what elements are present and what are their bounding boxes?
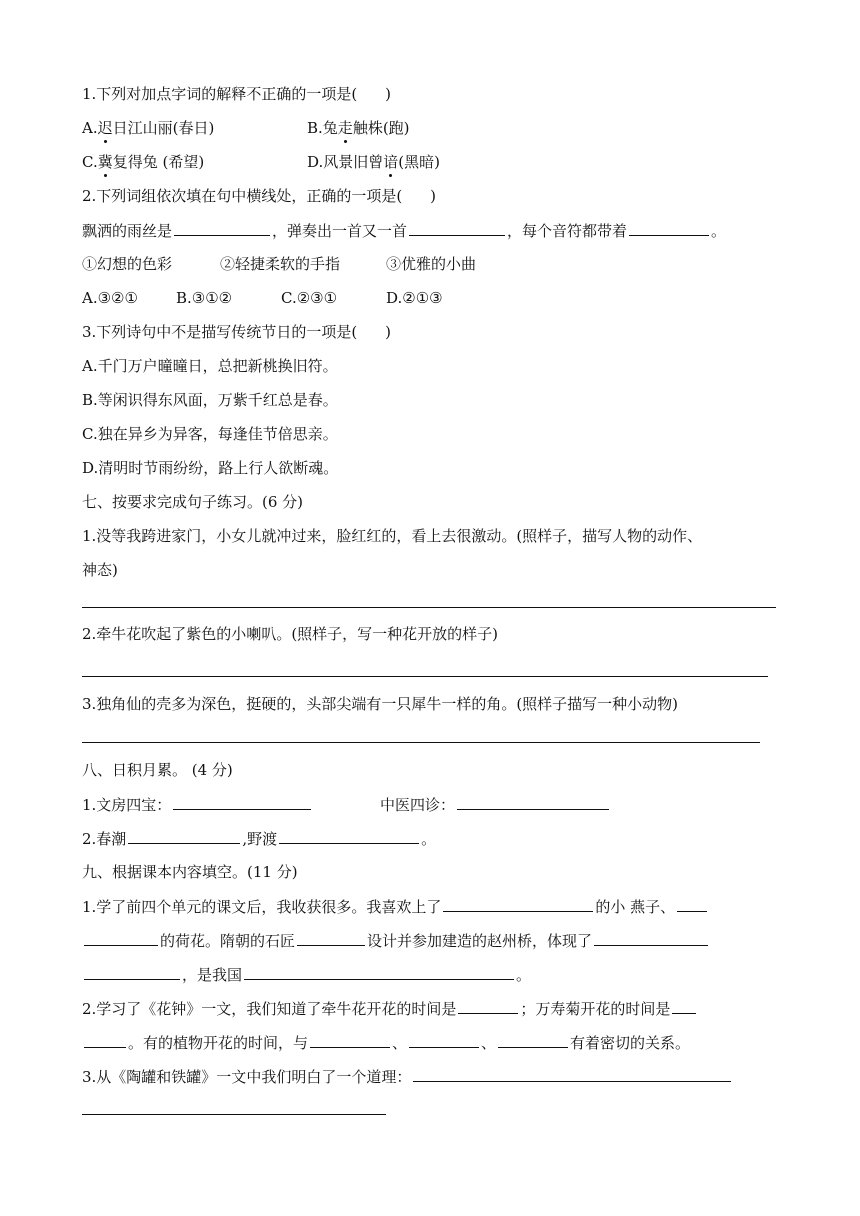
q8-1b: 中医四诊： xyxy=(380,794,611,815)
emphasis-dot-char: 走 xyxy=(337,119,353,137)
q6-1-stem: 1.下列对加点字词的解释不正确的一项是( ) xyxy=(82,85,392,103)
answer-line[interactable] xyxy=(82,607,776,608)
q6-1-option-c: C.冀复得兔 (希望) xyxy=(82,153,205,171)
answer-blank[interactable] xyxy=(458,998,518,1014)
q7-2: 2.牵牛花吹起了紫色的小喇叭。(照样子，写一种花开放的样子) xyxy=(82,625,499,643)
q9-2-line1: 2.学习了《花钟》一文，我们知道了牵牛花开花的时间是 ；万寿菊开花的时间是 xyxy=(82,998,698,1019)
q8-2: 2.春潮 ,野渡 。 xyxy=(82,830,437,848)
q6-3-option-b: B.等闲识得东风面，万紫千红总是春。 xyxy=(82,391,338,409)
answer-blank[interactable] xyxy=(310,1032,390,1048)
q6-2-option-b: B.③①② xyxy=(176,289,233,307)
answer-blank[interactable] xyxy=(413,1066,731,1082)
q9-3: 3.从《陶罐和铁罐》一文中我们明白了一个道理： xyxy=(82,1066,733,1087)
answer-blank[interactable] xyxy=(244,964,514,980)
q6-3-option-c: C.独在异乡为异客，每逢佳节倍思亲。 xyxy=(82,425,338,443)
q9-1-line1: 1.学了前四个单元的课文后，我收获很多。我喜欢上了 的小 燕子、 xyxy=(82,896,709,917)
q7-3: 3.独角仙的壳多为深色，挺硬的，头部尖端有一只犀牛一样的角。(照样子描写一种小动物) xyxy=(82,695,679,713)
answer-line[interactable] xyxy=(82,742,760,743)
emphasis-dot-char: 谙 xyxy=(383,153,399,171)
q6-3-stem: 3.下列诗句中不是描写传统节日的一项是( ) xyxy=(82,323,392,341)
q9-1-line2: 的荷花。隋朝的石匠 设计并参加建造的赵州桥，体现了 xyxy=(82,930,710,951)
q9-2-line2: 。有的植物开花的时间，与 、 、 有着密切的关系。 xyxy=(82,1032,690,1053)
q9-1-line3: ，是我国 。 xyxy=(82,964,531,985)
q6-2-sentence: 飘洒的雨丝是 ，弹奏出一首又一首 ，每个音符都带着 。 xyxy=(82,222,727,240)
answer-blank[interactable] xyxy=(84,930,158,946)
q7-1-line1: 1.没等我跨进家门，小女儿就冲过来，脸红红的，看上去很激动。(照样子，描写人物的动作、 xyxy=(82,527,703,545)
answer-blank[interactable] xyxy=(279,828,419,844)
q6-2-phrase-3: ③优雅的小曲 xyxy=(386,255,477,273)
emphasis-dot-char: 冀 xyxy=(97,153,113,171)
section-7-title: 七、按要求完成句子练习。(6 分) xyxy=(82,493,304,511)
q6-2-phrase-1: ①幻想的色彩 xyxy=(82,255,173,273)
answer-blank[interactable] xyxy=(297,930,365,946)
answer-blank[interactable] xyxy=(594,930,708,946)
q6-1-option-b: B.兔走触株(跑) xyxy=(307,119,410,137)
q6-2-phrase-2: ②轻捷柔软的手指 xyxy=(220,255,341,273)
answer-blank[interactable] xyxy=(84,964,180,980)
answer-blank[interactable] xyxy=(84,1032,126,1048)
answer-blank[interactable] xyxy=(173,794,311,810)
answer-blank[interactable] xyxy=(629,220,709,236)
answer-blank[interactable] xyxy=(677,896,707,912)
answer-blank[interactable] xyxy=(174,220,270,236)
q6-2-option-d: D.②①③ xyxy=(386,289,443,307)
q6-2-option-c: C.②③① xyxy=(281,289,338,307)
answer-blank[interactable] xyxy=(409,1032,479,1048)
q6-1-option-d: D.风景旧曾谙(黑暗) xyxy=(307,153,440,171)
answer-blank[interactable] xyxy=(457,794,609,810)
answer-blank[interactable] xyxy=(128,828,240,844)
q7-1-line2: 神态) xyxy=(82,561,118,579)
section-8-title: 八、日积月累。 (4 分) xyxy=(82,761,233,779)
answer-line[interactable] xyxy=(82,1114,386,1115)
emphasis-dot-char: 迟 xyxy=(97,119,113,137)
answer-blank[interactable] xyxy=(672,998,696,1014)
answer-line[interactable] xyxy=(82,676,768,677)
q6-2-option-a: A.③②① xyxy=(82,289,138,307)
q6-2-stem: 2.下列词组依次填在句中横线处，正确的一项是( ) xyxy=(82,187,437,205)
answer-blank[interactable] xyxy=(443,896,593,912)
answer-blank[interactable] xyxy=(498,1032,568,1048)
q6-1-option-a: A.迟日江山丽(春日) xyxy=(82,119,215,137)
section-9-title: 九、根据课本内容填空。(11 分) xyxy=(82,863,298,881)
q8-1a: 1.文房四宝： xyxy=(82,794,313,815)
answer-blank[interactable] xyxy=(409,220,505,236)
q6-3-option-a: A.千门万户曈曈日，总把新桃换旧符。 xyxy=(82,357,338,375)
q6-3-option-d: D.清明时节雨纷纷，路上行人欲断魂。 xyxy=(82,459,339,477)
